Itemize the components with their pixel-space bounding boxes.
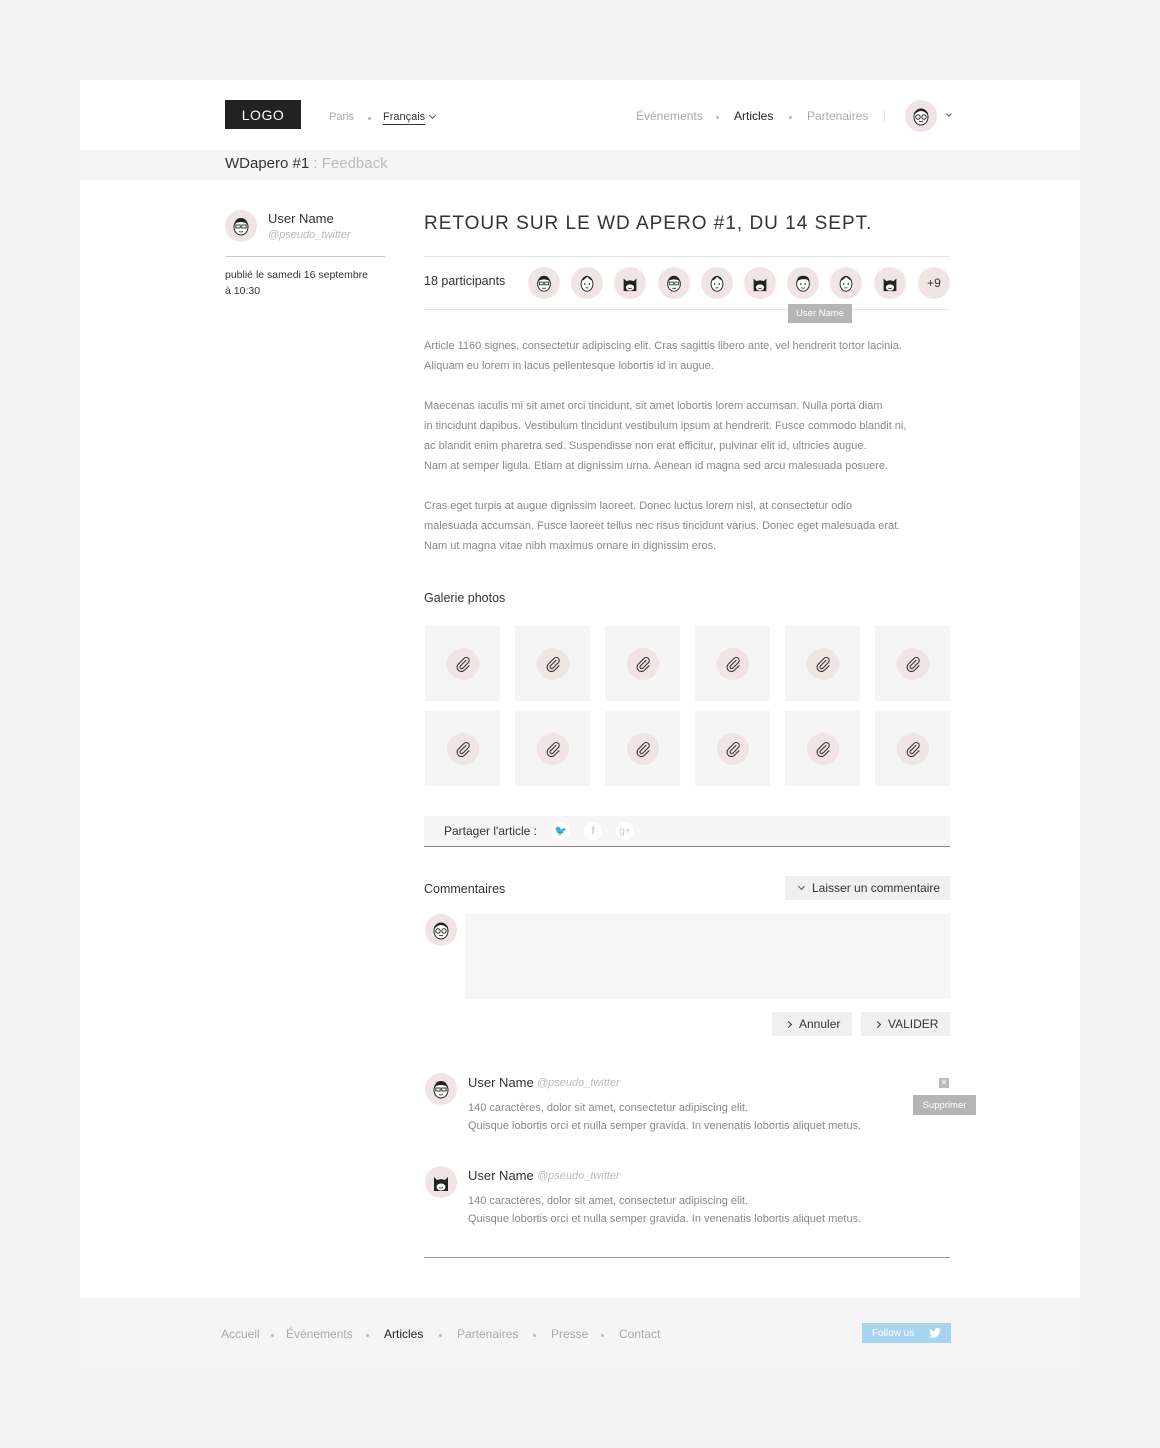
batman-avatar-icon: [620, 273, 640, 293]
leave-comment-button[interactable]: [785, 876, 950, 900]
participant-avatar[interactable]: [787, 267, 819, 299]
gallery-photo[interactable]: [425, 626, 500, 701]
chevron-down-icon[interactable]: [946, 111, 952, 117]
comments-end-divider: [424, 1257, 950, 1258]
gallery-photo[interactable]: [515, 711, 590, 786]
chevron-right-icon: [785, 1020, 792, 1027]
article-paragraph: Maecenas iaculis mi sit amet orci tincidunt, sit amet lobortis lorem accumsan. Nulla porta diam in tincidunt dapibus. Vestibulum tincidunt vestibulum ipsum at hendrerit. Fusce commodo blandit ni, ac blandit enim pharetra sed. Suspendisse non erat efficitur, pulvinar elit id, ultricies augue. Nam at semper ligula. Etiam at dignissim urna. Aenean id magna sed arcu malesuada posuere.: [424, 400, 907, 472]
participant-avatar[interactable]: [701, 267, 733, 299]
gallery-photo[interactable]: [605, 711, 680, 786]
participant-avatar[interactable]: [528, 267, 560, 299]
comment-author-handle[interactable]: @pseudo_twitter: [537, 1077, 620, 1089]
participant-avatar[interactable]: [744, 267, 776, 299]
boy-avatar-icon: [793, 273, 813, 293]
cancel-label: Annuler: [799, 1017, 841, 1031]
paperclip-icon: [717, 648, 749, 680]
paperclip-icon: [537, 648, 569, 680]
separator-dot: [789, 116, 792, 119]
facebook-icon[interactable]: f: [584, 822, 602, 840]
submit-button[interactable]: [861, 1012, 950, 1036]
title-date: , DU 14 SEPT.: [736, 213, 873, 234]
chevron-right-icon: [874, 1020, 881, 1027]
delete-comment-icon[interactable]: ✕: [940, 1078, 948, 1087]
title-divider: [424, 256, 950, 257]
batman-avatar-icon: [880, 273, 900, 293]
delete-tooltip: Supprimer: [913, 1095, 976, 1115]
gallery-photo[interactable]: [875, 626, 950, 701]
separator-dot: [439, 1334, 442, 1337]
separator-dot: [601, 1334, 604, 1337]
comment-input[interactable]: [465, 914, 950, 999]
gallery-photo[interactable]: [605, 626, 680, 701]
article-title: [424, 213, 872, 235]
participants-divider: [852, 309, 950, 310]
follow-us-button[interactable]: [862, 1323, 951, 1343]
publish-date: [225, 267, 385, 299]
girl-avatar-icon: [577, 273, 597, 293]
twitter-bird-icon: [929, 1328, 941, 1338]
breadcrumb: [225, 155, 388, 172]
separator-dot: [271, 1334, 274, 1337]
title-event: WD APERO #1: [597, 213, 737, 234]
participant-tooltip: User Name: [788, 304, 852, 323]
logo[interactable]: LOGO: [225, 100, 301, 129]
chevron-down-icon: [798, 882, 805, 889]
batman-avatar-icon: [430, 1171, 452, 1193]
article-body: [424, 336, 954, 576]
paperclip-icon: [537, 733, 569, 765]
gallery-photo[interactable]: [875, 711, 950, 786]
user-avatar-menu[interactable]: [905, 100, 937, 132]
chevron-down-icon[interactable]: [429, 112, 436, 119]
paperclip-icon: [447, 733, 479, 765]
nav-articles[interactable]: Articles: [734, 109, 774, 123]
paperclip-icon: [627, 648, 659, 680]
author-avatar[interactable]: [225, 210, 257, 242]
author-divider: [225, 256, 385, 257]
glasses-boy-avatar-icon: [910, 105, 932, 127]
comment-text: 140 caractères, dolor sit amet, consectetur adipiscing elit. Quisque lobortis orci et nulla semper gravida. In venenatis lobortis aliquet metus.: [468, 1102, 862, 1132]
comment-text: 140 caractères, dolor sit amet, consectetur adipiscing elit. Quisque lobortis orci et nulla semper gravida. In venenatis lobortis aliquet metus.: [468, 1195, 862, 1225]
comment-author-handle[interactable]: @pseudo_twitter: [537, 1170, 620, 1182]
gallery-title: Galerie photos: [424, 591, 506, 605]
paperclip-icon: [627, 733, 659, 765]
boy-avatar-icon: [230, 215, 252, 237]
page: [80, 80, 1080, 1368]
comment-avatar[interactable]: [425, 1166, 457, 1198]
footer-nav-presse[interactable]: Presse: [551, 1327, 589, 1341]
glasses-boy-avatar-icon: [534, 273, 554, 293]
submit-label: VALIDER: [888, 1017, 939, 1031]
publish-time-line: à 10:30: [225, 285, 261, 297]
gallery-photo[interactable]: [695, 626, 770, 701]
nav-partenaires[interactable]: Partenaires: [807, 109, 869, 123]
separator-dot: [366, 1334, 369, 1337]
girl-avatar-icon: [707, 273, 727, 293]
batman-avatar-icon: [750, 273, 770, 293]
footer-nav-accueil[interactable]: Accueil: [221, 1327, 260, 1341]
author-handle[interactable]: @pseudo_twitter: [268, 229, 351, 241]
separator-dot: [368, 117, 371, 120]
breadcrumb-event[interactable]: WDapero #1: [225, 155, 310, 172]
paperclip-icon: [807, 733, 839, 765]
paperclip-icon: [447, 648, 479, 680]
current-user-avatar: [425, 914, 457, 946]
glasses-boy-avatar-icon: [430, 919, 452, 941]
paperclip-icon: [897, 648, 929, 680]
breadcrumb-section: : Feedback: [309, 155, 388, 172]
more-participants-button[interactable]: +9: [918, 267, 950, 299]
share-bar: [424, 816, 950, 847]
publish-date-line: publié le samedi 16 septembre: [225, 269, 369, 281]
comment-author-name[interactable]: User Name: [468, 1075, 534, 1090]
participants-count: 18 participants: [424, 274, 506, 288]
share-label: Partager l'article :: [444, 824, 537, 838]
separator-dot: [716, 116, 719, 119]
glasses-boy-avatar-icon: [664, 273, 684, 293]
footer-nav-articles[interactable]: Articles: [384, 1327, 424, 1341]
google-plus-icon[interactable]: g+: [616, 822, 634, 840]
participant-avatar[interactable]: [830, 267, 862, 299]
footer-nav-partenaires[interactable]: Partenaires: [457, 1327, 519, 1341]
follow-us-label: Follow us: [872, 1327, 915, 1339]
gallery-photo[interactable]: [785, 711, 860, 786]
paperclip-icon: [897, 733, 929, 765]
paperclip-icon: [717, 733, 749, 765]
author-name[interactable]: User Name: [268, 211, 334, 226]
comment-author-name[interactable]: User Name: [468, 1168, 534, 1183]
footer-nav-contact[interactable]: Contact: [619, 1327, 661, 1341]
participant-avatar[interactable]: [874, 267, 906, 299]
nav-divider: [884, 111, 885, 121]
separator-dot: [533, 1334, 536, 1337]
title-prefix: RETOUR SUR LE: [424, 213, 598, 234]
footer-nav-evenements[interactable]: Événements: [286, 1327, 353, 1341]
comment-avatar[interactable]: [425, 1073, 457, 1105]
participant-avatar[interactable]: [571, 267, 603, 299]
article-paragraph: Cras eget turpis at augue dignissim laoreet. Donec luctus lorem nisl, at consectetur odio malesuada accumsan. Fusce laoreet tellus nec risus tincidunt varius. Donec eget malesuada erat. Nam ut magna vitae nibh maximus ornare in dignissim eros.: [424, 500, 901, 552]
participant-avatar[interactable]: [658, 267, 690, 299]
girl-avatar-icon: [836, 273, 856, 293]
article-paragraph: Article 1160 signes, consectetur adipiscing elit. Cras sagittis libero ante, vel hendrerit tortor lacinia. Aliquam eu lorem in lacus pellentesque lobortis id in augue.: [424, 340, 902, 372]
gallery-photo[interactable]: [425, 711, 500, 786]
paperclip-icon: [807, 648, 839, 680]
cancel-button[interactable]: [772, 1012, 852, 1036]
gallery-photo[interactable]: [515, 626, 590, 701]
language-selector[interactable]: Français: [383, 111, 426, 123]
comments-title: Commentaires: [424, 882, 506, 896]
gallery-photo[interactable]: [785, 626, 860, 701]
city-selector[interactable]: Paris: [329, 111, 355, 123]
twitter-icon[interactable]: 🐦: [552, 822, 570, 840]
leave-comment-label: Laisser un commentaire: [812, 881, 941, 895]
participant-avatar[interactable]: [614, 267, 646, 299]
participants-divider: [424, 309, 788, 310]
gallery-photo[interactable]: [695, 711, 770, 786]
nav-evenements[interactable]: Événements: [636, 109, 703, 123]
boy-avatar-icon: [430, 1078, 452, 1100]
